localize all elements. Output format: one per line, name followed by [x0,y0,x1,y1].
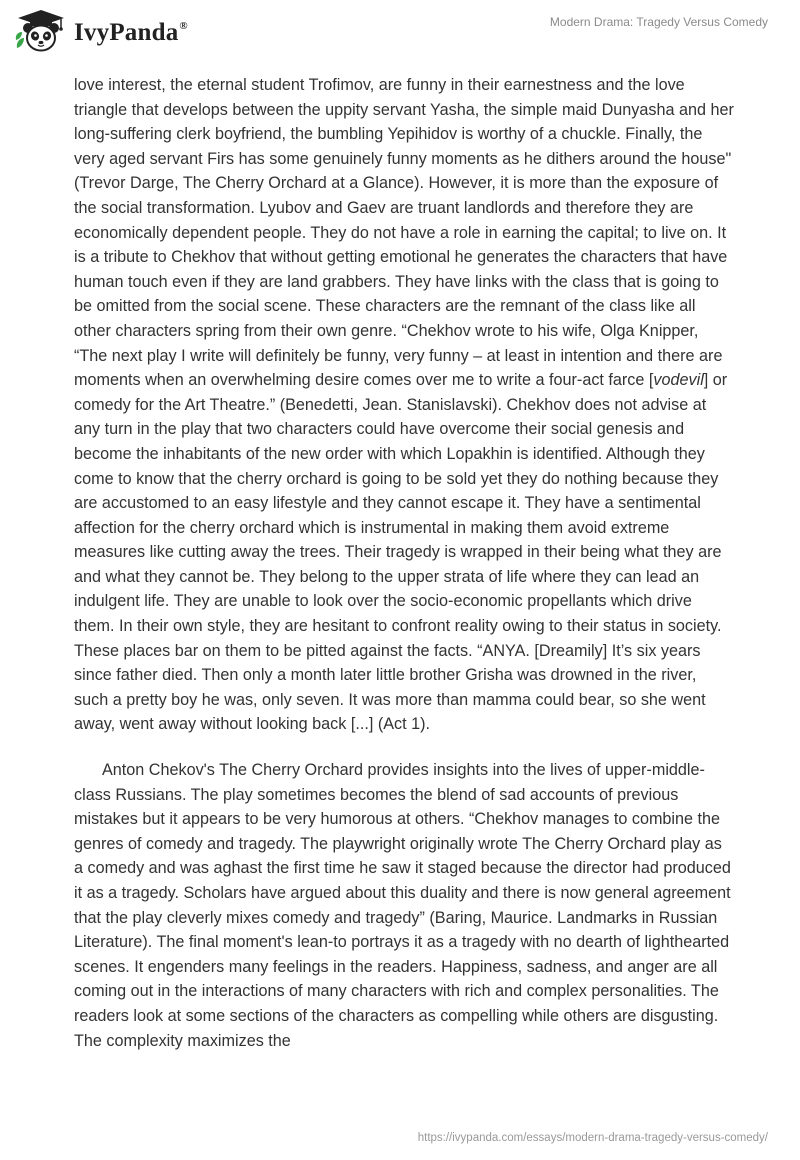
document-title: Modern Drama: Tragedy Versus Comedy [549,15,768,29]
brand-name-text: IvyPanda [74,19,179,46]
essay-body [74,73,734,1074]
italic-term: vodevil [653,371,704,390]
paragraph-text: love interest, the eternal student Trofimov, are funny in their earnestness and the love triangle that develops between the uppity servant Yasha, the simple maid Dunyasha and her long-suffering clerk boyfriend, the bumbling Yepihidov is worthy of a chuckle. Finally, the very aged servant Firs has some genuinely funny moments as he dithers around the house" (Trevor Darge, The Cherry Orchard at a Glance). However, it is more than the exposure of the social transformation. Lyubov and Gaev are truant landlords and therefore they are economically dependent people. They do not have a role in earning the capital; to live on. It is a tribute to Chekhov that without getting emotional he generates the characters that have human touch even if they are land grabbers. They have links with the class that is going to be omitted from the social scene. These characters are the remnant of the class like all other characters spring from their own genre. “Chekhov wrote to his wife, Olga Knipper, “The next play I write will definitely be funny, very funny – at least in intention and there are moments when an overwhelming desire comes over me to write a four-act farce [ [74,76,734,390]
paragraph: Anton Chekov's The Cherry Orchard provides insights into the lives of upper-middle-class Russians. The play sometimes becomes the blend of sad accounts of previous mistakes but it appears to be very humorous at others. “Chekhov manages to combine the genres of comedy and tragedy. The playwright originally wrote The Cherry Orchard play as a comedy and was aghast the first time he saw it staged because the director had produced it as a tragedy. Scholars have argued about this duality and there is now general agreement that the play cleverly mixes comedy and tragedy” (Baring, Maurice. Landmarks in Russian Literature). The final moment's lean-to portrays it as a tragedy with no dearth of lighthearted scenes. It engenders many feelings in the readers. Happiness, sadness, and anger are all coming out in the interactions of many characters with rich and complex personalities. The readers look at some sections of the characters as compelling while others are disgusting. The complexity maximizes the [74,761,731,1050]
paragraph-text: ] or comedy for the Art Theatre.” (Benedetti, Jean. Stanislavski). Chekhov does not advise at any turn in the play that two characters could have overcome their social genesis and become the inhabitants of the new order with which Lopakhin is identified. Although they come to know that the cherry orchard is going to be sold yet they do nothing because they are accustomed to an easy lifestyle and they cannot escape it. They have a sentimental affection for the cherry orchard which is instrumental in making them avoid extreme measures like cutting away the trees. Their tragedy is wrapped in their being what they are and what they cannot be. They belong to the upper strata of life where they can lead an indulgent life. They are unable to look over the socio-economic propellants which drive them. In their own style, they are hesitant to confront reality owing to their status in society. These places bar on them to be pitted against the facts. “ANYA. [Dreamily] It’s six years since father died. Then only a month later little brother Grisha was drowned in the river, such a pretty boy he was, only seven. It was more than mamma could bear, so she went away, went away without looking back [...] (Act 1). [74,371,728,734]
brand-logo[interactable] [14,8,188,54]
registered-mark: ® [179,20,188,32]
source-url[interactable]: https://ivypanda.com/essays/modern-drama-tragedy-versus-comedy/ [417,1132,768,1144]
brand-name [74,19,188,47]
paragraph [74,73,734,737]
page-header [0,0,800,62]
panda-graduate-icon [14,8,68,54]
